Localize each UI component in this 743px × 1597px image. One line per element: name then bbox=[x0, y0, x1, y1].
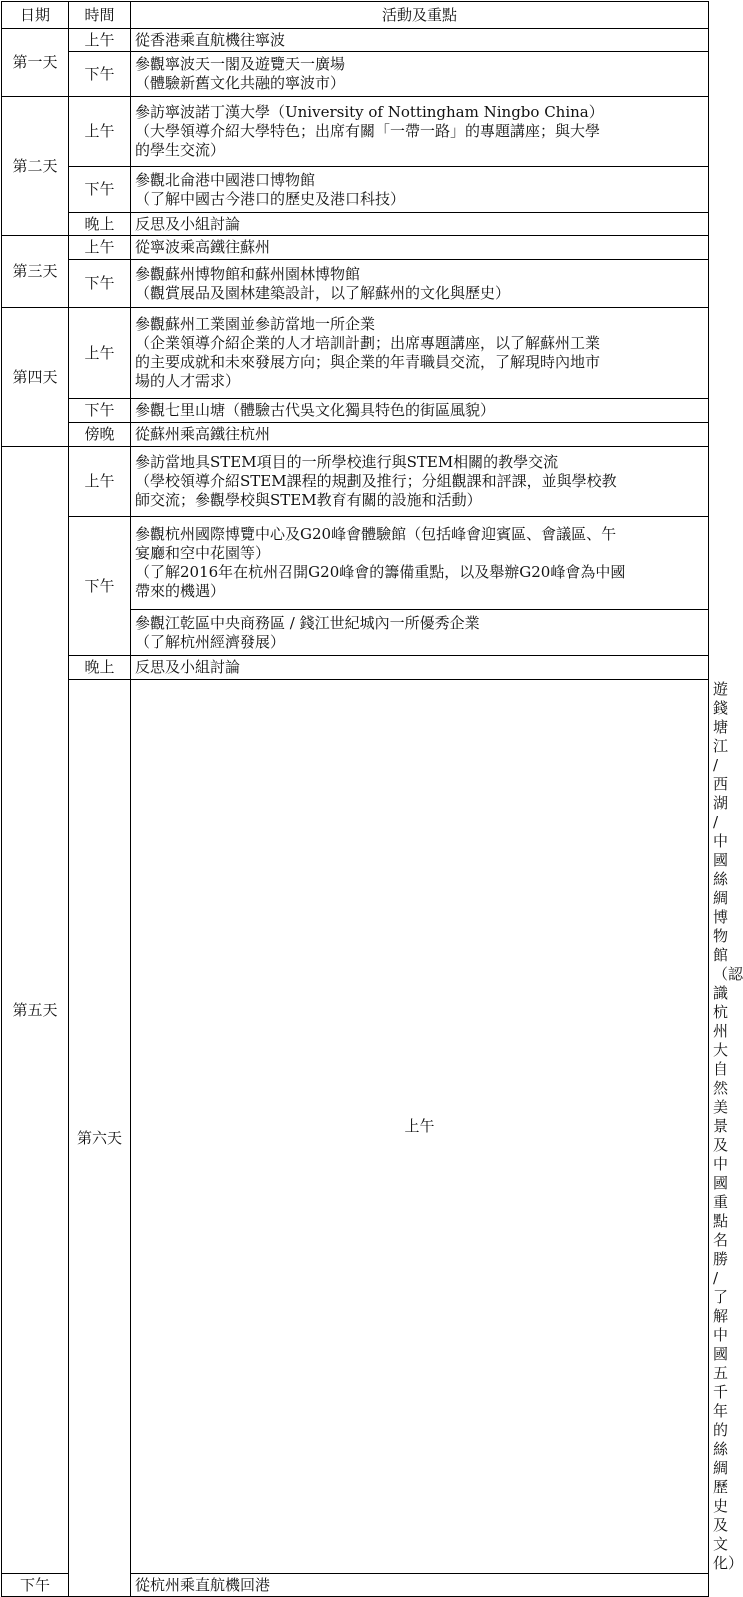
activity-line: 參觀江乾區中央商務區 / 錢江世紀城內一所優秀企業 bbox=[135, 613, 480, 632]
activity-line: （企業領導介紹企業的人才培訓計劃；出席專題講座，以了解蘇州工業 bbox=[135, 334, 601, 352]
activity-line: 場的人才需求） bbox=[135, 372, 241, 390]
table-row bbox=[2, 447, 709, 517]
activity-line: 師交流；參觀學校與STEM教育有關的設施和活動） bbox=[135, 491, 482, 509]
activity-line: 參觀寧波天一閣及遊覽天一廣場 bbox=[135, 55, 346, 73]
time-cell: 下午 bbox=[69, 52, 131, 97]
time-cell: 上午 bbox=[69, 236, 131, 260]
time-cell: 下午 bbox=[69, 167, 131, 213]
table-row bbox=[2, 656, 709, 680]
time-cell: 下午 bbox=[2, 1574, 69, 1597]
table-row bbox=[2, 399, 709, 423]
table-row: 第六天 上午 遊錢塘江 / 西湖 / 中國絲綢博物館 （認識杭州大自然美景及中國重點名勝 / 了解中國五千年的絲綢歷史及 文化） bbox=[2, 680, 709, 1574]
activity-cell bbox=[131, 52, 709, 97]
header-day: 日期 bbox=[2, 2, 69, 29]
activity-line: 反思及小組討論 bbox=[135, 214, 241, 233]
time-cell: 上午 bbox=[69, 29, 131, 52]
time-cell: 上午 bbox=[69, 308, 131, 399]
time-cell: 下午 bbox=[69, 399, 131, 423]
activity-line: 參觀蘇州工業園並參訪當地一所企業 bbox=[135, 315, 376, 333]
activity-line: 參觀北侖港中國港口博物館 bbox=[135, 170, 316, 189]
header-time: 時間 bbox=[69, 2, 131, 29]
header-activity: 活動及重點 bbox=[131, 2, 709, 29]
activity-cell bbox=[131, 97, 709, 167]
table-row bbox=[2, 236, 709, 260]
activity-cell bbox=[131, 656, 709, 680]
activity-line: 的學生交流） bbox=[135, 141, 226, 159]
time-cell: 上午 bbox=[131, 680, 709, 1574]
time-cell: 下午 bbox=[69, 517, 131, 656]
header-row bbox=[2, 2, 709, 29]
day-cell: 第二天 bbox=[2, 97, 69, 236]
activity-cell bbox=[131, 517, 709, 610]
table-row bbox=[2, 260, 709, 308]
time-cell: 晚上 bbox=[69, 656, 131, 680]
activity-line: （了解2016年在杭州召開G20峰會的籌備重點，以及舉辦G20峰會為中國 bbox=[135, 563, 626, 581]
activity-line: 參觀蘇州博物館和蘇州園林博物館 bbox=[135, 264, 361, 283]
activity-cell bbox=[131, 399, 709, 423]
table-row bbox=[2, 167, 709, 213]
table-row bbox=[2, 213, 709, 236]
activity-line: 參觀杭州國際博覽中心及G20峰會體驗館（包括峰會迎賓區、會議區、午 bbox=[135, 525, 617, 543]
time-cell: 晚上 bbox=[69, 213, 131, 236]
activity-line: （了解中國古今港口的歷史及港口科技） bbox=[135, 189, 406, 208]
activity-line: 從蘇州乘高鐵往杭州 bbox=[135, 425, 271, 443]
activity-line: 從杭州乘直航機回港 bbox=[135, 1575, 271, 1594]
activity-line: （了解杭州經濟發展） bbox=[135, 632, 286, 651]
itinerary-table bbox=[1, 1, 743, 1597]
activity-line: 從香港乘直航機往寧波 bbox=[135, 30, 286, 49]
day-cell: 第六天 bbox=[69, 680, 131, 1597]
activity-line: （體驗新舊文化共融的寧波市） bbox=[135, 74, 346, 92]
day-cell: 第四天 bbox=[2, 308, 69, 447]
activity-line: 從寧波乘高鐵往蘇州 bbox=[135, 238, 271, 256]
activity-cell bbox=[131, 29, 709, 52]
table-row bbox=[2, 423, 709, 447]
time-cell: 傍晚 bbox=[69, 423, 131, 447]
activity-line: 參訪寧波諾丁漢大學（University of Nottingham Ningbo China） bbox=[135, 103, 604, 121]
activity-line: 反思及小組討論 bbox=[135, 658, 241, 676]
day-cell: 第五天 bbox=[2, 447, 69, 1574]
table-row bbox=[2, 52, 709, 97]
activity-cell bbox=[131, 260, 709, 308]
activity-cell bbox=[131, 610, 709, 656]
activity-line: 宴廳和空中花園等） bbox=[135, 544, 271, 562]
time-cell: 上午 bbox=[69, 447, 131, 517]
activity-cell bbox=[131, 213, 709, 236]
activity-line: （觀賞展品及園林建築設計，以了解蘇州的文化與歷史） bbox=[135, 283, 511, 302]
activity-line: 參訪當地具STEM項目的一所學校進行與STEM相關的教學交流 bbox=[135, 453, 559, 471]
table-row bbox=[2, 97, 709, 167]
activity-line: 帶來的機遇） bbox=[135, 582, 226, 600]
activity-cell bbox=[131, 1574, 709, 1597]
table-row bbox=[2, 517, 709, 610]
day-cell: 第三天 bbox=[2, 236, 69, 308]
activity-cell bbox=[131, 423, 709, 447]
time-cell: 上午 bbox=[69, 97, 131, 167]
table-row bbox=[2, 29, 709, 52]
activity-line: （大學領導介紹大學特色；出席有關「一帶一路」的專題講座；與大學 bbox=[135, 122, 601, 140]
activity-cell bbox=[131, 447, 709, 517]
activity-line: （學校領導介紹STEM課程的規劃及推行；分組觀課和評課，並與學校教 bbox=[135, 472, 617, 490]
activity-line: 參觀七里山塘（體驗古代吳文化獨具特色的街區風貌） bbox=[135, 401, 496, 419]
day-cell: 第一天 bbox=[2, 29, 69, 97]
activity-cell bbox=[131, 236, 709, 260]
activity-cell bbox=[131, 167, 709, 213]
activity-line: 的主要成就和未來發展方向；與企業的年青職員交流，了解現時內地市 bbox=[135, 353, 601, 371]
table-row bbox=[2, 308, 709, 399]
activity-cell bbox=[131, 308, 709, 399]
time-cell: 下午 bbox=[69, 260, 131, 308]
